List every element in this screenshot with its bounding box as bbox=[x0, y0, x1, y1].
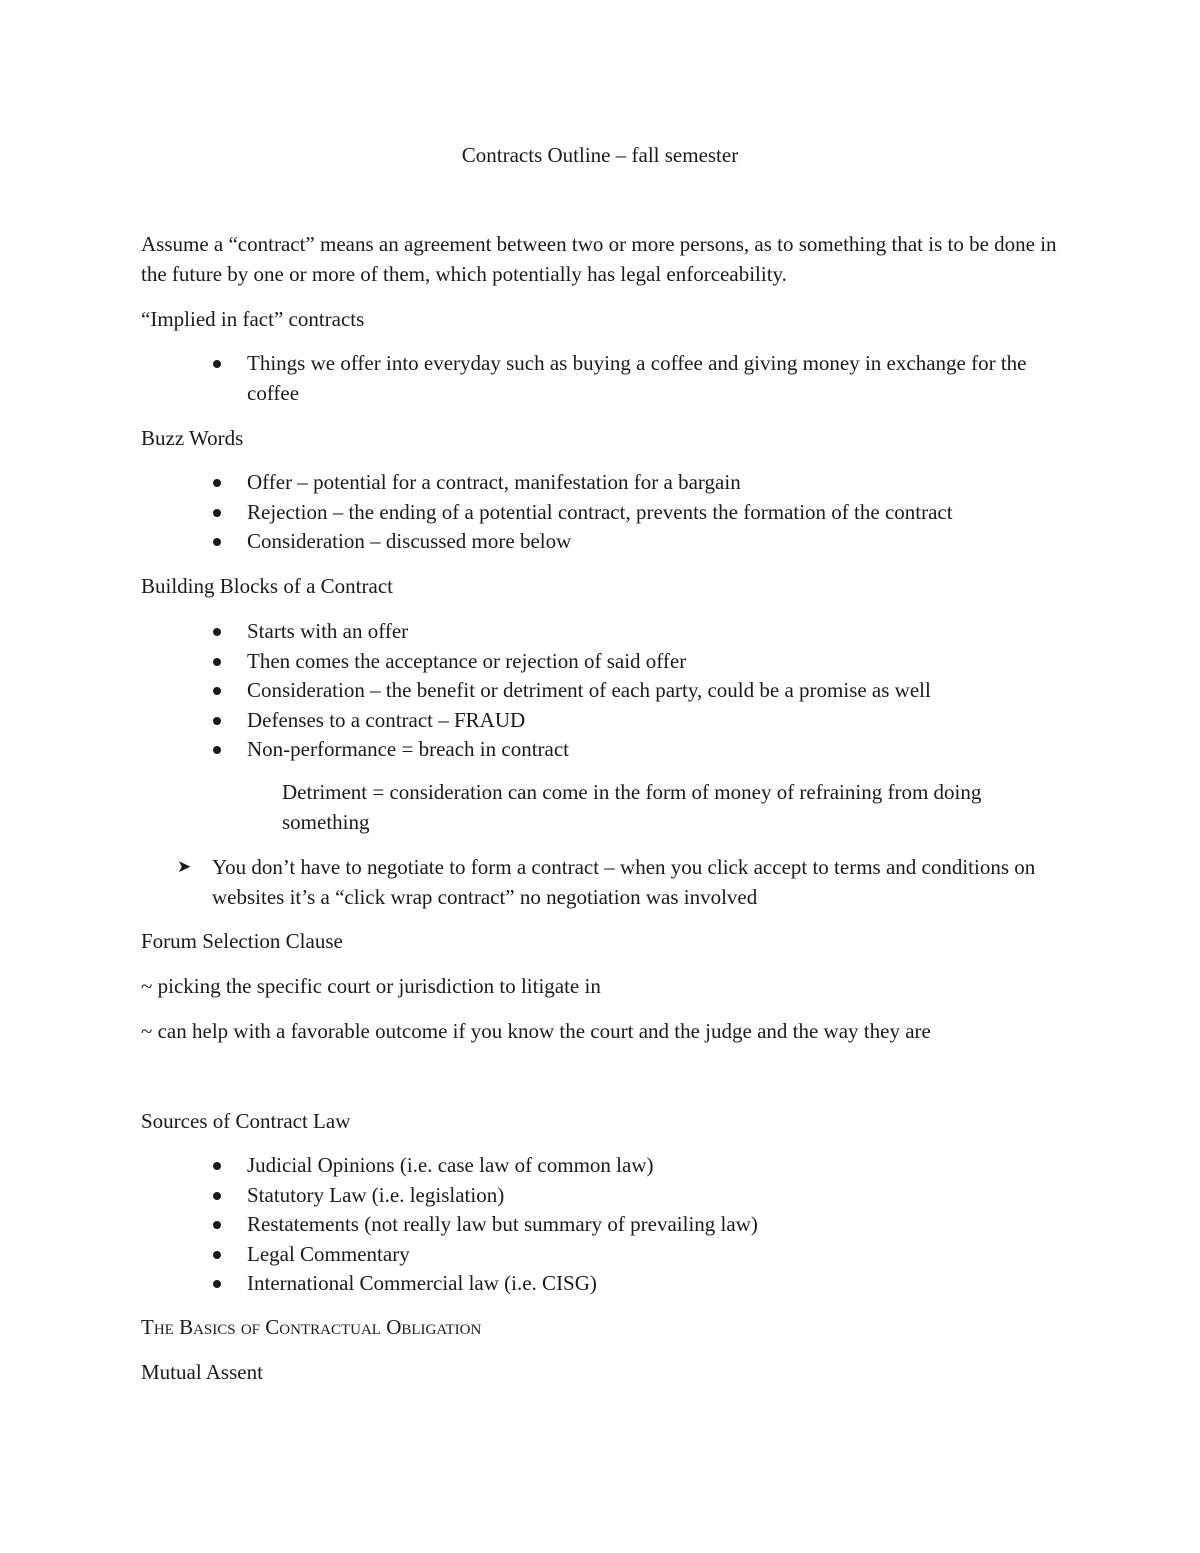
intro-paragraph: Assume a “contract” means an agreement between two or more persons, as to something that is to be done in the future by one or more of them, which potentially has legal enforceability. bbox=[141, 232, 1057, 286]
list-item: Legal Commentary bbox=[141, 1240, 1071, 1270]
detriment-note: Detriment = consideration can come in the form of money of refraining from doing something bbox=[282, 780, 982, 834]
forum-line-1: ~ picking the specific court or jurisdiction to litigate in bbox=[141, 974, 601, 998]
section-heading: The Basics of Contractual Obligation bbox=[141, 1315, 482, 1339]
bullet-dot-icon bbox=[213, 746, 221, 754]
arrowhead-bullet-icon: ➤ bbox=[177, 857, 192, 877]
mutual-assent-heading: Mutual Assent bbox=[141, 1360, 263, 1384]
bullet-dot-icon bbox=[213, 1162, 221, 1170]
sources-heading: Sources of Contract Law bbox=[141, 1109, 351, 1133]
bullet-dot-icon bbox=[213, 479, 221, 487]
bullet-dot-icon bbox=[213, 687, 221, 695]
bullet-dot-icon bbox=[213, 1192, 221, 1200]
building-list bbox=[141, 617, 1071, 765]
list-item: Judicial Opinions (i.e. case law of common law) bbox=[141, 1151, 1071, 1181]
implied-list bbox=[141, 349, 1071, 408]
bullet-dot-icon bbox=[213, 1280, 221, 1288]
implied-heading: “Implied in fact” contracts bbox=[141, 307, 365, 331]
list-item: Defenses to a contract – FRAUD bbox=[141, 706, 1071, 736]
bullet-dot-icon bbox=[213, 717, 221, 725]
list-item: International Commercial law (i.e. CISG) bbox=[141, 1269, 1071, 1299]
bullet-dot-icon bbox=[213, 1221, 221, 1229]
sources-list bbox=[141, 1151, 1071, 1299]
bullet-dot-icon bbox=[213, 658, 221, 666]
buzz-list bbox=[141, 468, 1071, 557]
bullet-dot-icon bbox=[213, 509, 221, 517]
list-item: Offer – potential for a contract, manifestation for a bargain bbox=[141, 468, 1071, 498]
list-item: Things we offer into everyday such as buying a coffee and giving money in exchange for the coffee bbox=[141, 349, 1071, 408]
building-heading: Building Blocks of a Contract bbox=[141, 574, 393, 598]
forum-heading: Forum Selection Clause bbox=[141, 929, 343, 953]
bullet-dot-icon bbox=[213, 538, 221, 546]
list-item: Consideration – the benefit or detriment of each party, could be a promise as well bbox=[141, 676, 1071, 706]
bullet-dot-icon bbox=[213, 360, 221, 368]
forum-line-2: ~ can help with a favorable outcome if you know the court and the judge and the way they are bbox=[141, 1019, 931, 1043]
bullet-dot-icon bbox=[213, 628, 221, 636]
list-item: Then comes the acceptance or rejection of said offer bbox=[141, 647, 1071, 677]
list-item: Non-performance = breach in contract bbox=[141, 735, 1071, 765]
list-item: Starts with an offer bbox=[141, 617, 1071, 647]
list-item: Rejection – the ending of a potential contract, prevents the formation of the contract bbox=[141, 498, 1071, 528]
bullet-dot-icon bbox=[213, 1251, 221, 1259]
list-item: Consideration – discussed more below bbox=[141, 527, 1071, 557]
buzz-heading: Buzz Words bbox=[141, 426, 244, 450]
list-item: Statutory Law (i.e. legislation) bbox=[141, 1181, 1071, 1211]
arrow-note: ➤ You don’t have to negotiate to form a contract – when you click accept to terms and conditions on websites it’s a “click wrap contract” no negotiation was involved bbox=[177, 855, 1036, 909]
document-title: Contracts Outline – fall semester bbox=[461, 143, 739, 167]
list-item: Restatements (not really law but summary of prevailing law) bbox=[141, 1210, 1071, 1240]
